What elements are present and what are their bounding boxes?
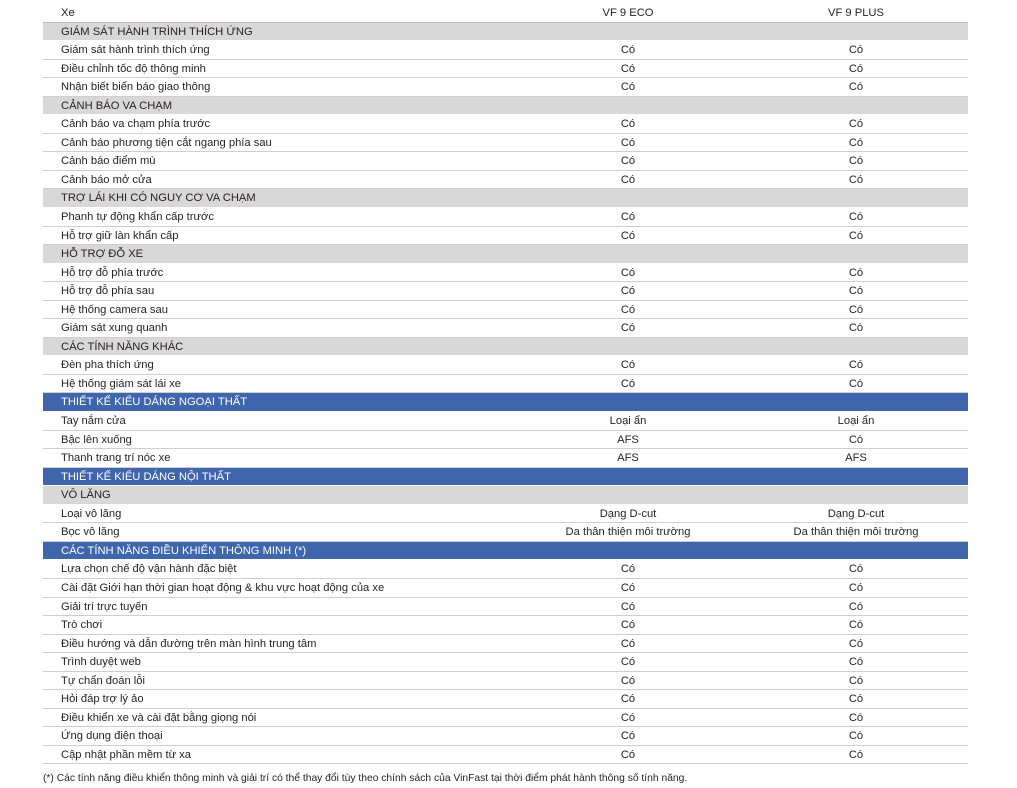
plus-value: Có xyxy=(848,155,864,168)
eco-value: Có xyxy=(620,229,636,242)
header-vf9-plus: VF 9 PLUS xyxy=(828,7,884,19)
table-body xyxy=(43,23,968,765)
table-row xyxy=(43,709,968,728)
eco-value: Dạng D-cut xyxy=(599,507,657,520)
plus-value: Có xyxy=(848,81,864,94)
eco-value: Có xyxy=(620,303,636,316)
eco-value: Có xyxy=(620,637,636,650)
eco-value: Có xyxy=(620,118,636,131)
feature-label: Thanh trang trí nóc xe xyxy=(61,452,171,465)
table-row xyxy=(43,727,968,746)
plus-value: Có xyxy=(848,322,864,335)
section-title: THIẾT KẾ KIỂU DÁNG NGOẠI THẤT xyxy=(61,396,248,409)
feature-label: Bậc lên xuống xyxy=(61,433,132,446)
feature-label: Cảnh báo điểm mù xyxy=(61,155,156,168)
eco-value: Có xyxy=(620,563,636,576)
table-row xyxy=(43,635,968,654)
feature-label: Ứng dụng điện thoại xyxy=(61,730,163,743)
eco-value: Có xyxy=(620,730,636,743)
eco-value: Loại ẩn xyxy=(609,415,647,428)
feature-label: Hệ thống giám sát lái xe xyxy=(61,377,182,390)
feature-label: Cài đặt Giới hạn thời gian hoạt động & khu vực hoạt động của xe xyxy=(61,581,385,594)
plus-value: Có xyxy=(848,285,864,298)
plus-value: Có xyxy=(848,563,864,576)
major-section-header xyxy=(43,393,968,412)
eco-value: Có xyxy=(620,581,636,594)
eco-value: Có xyxy=(620,377,636,390)
plus-value: Có xyxy=(848,44,864,57)
feature-label: Cảnh báo mở cửa xyxy=(61,173,152,186)
feature-label: Hệ thống camera sau xyxy=(61,303,168,316)
feature-label: Điều chỉnh tốc độ thông minh xyxy=(61,62,206,75)
eco-value: Có xyxy=(620,748,636,761)
table-row xyxy=(43,319,968,338)
feature-label: Nhận biết biển báo giao thông xyxy=(61,81,211,94)
feature-label: Giám sát xung quanh xyxy=(61,322,168,335)
table-row xyxy=(43,672,968,691)
feature-label: Hỏi đáp trợ lý ảo xyxy=(61,693,144,706)
eco-value: Da thân thiện môi trường xyxy=(565,526,691,539)
section-title: CÁC TÍNH NĂNG KHÁC xyxy=(61,340,184,353)
feature-label: Hỗ trợ giữ làn khẩn cấp xyxy=(61,229,179,242)
feature-label: Hỗ trợ đỗ phía trước xyxy=(61,266,164,279)
table-row xyxy=(43,264,968,283)
plus-value: Có xyxy=(848,211,864,224)
feature-label: Bọc vô lăng xyxy=(61,526,120,539)
major-section-header xyxy=(43,468,968,487)
table-row xyxy=(43,431,968,450)
eco-value: Có xyxy=(620,600,636,613)
plus-value: Có xyxy=(848,748,864,761)
plus-value: Có xyxy=(848,581,864,594)
eco-value: Có xyxy=(620,44,636,57)
table-row xyxy=(43,134,968,153)
eco-value: Có xyxy=(620,322,636,335)
table-row xyxy=(43,171,968,190)
feature-label: Giải trí trực tuyến xyxy=(61,600,148,613)
table-header xyxy=(43,4,968,23)
section-title: TRỢ LÁI KHI CÓ NGUY CƠ VA CHẠM xyxy=(61,192,256,205)
feature-label: Tay nắm cửa xyxy=(61,415,126,428)
eco-value: AFS xyxy=(617,433,639,446)
eco-value: Có xyxy=(620,285,636,298)
feature-label: Phanh tự động khẩn cấp trước xyxy=(61,211,214,224)
feature-label: Đèn pha thích ứng xyxy=(61,359,154,372)
subsection-header xyxy=(43,486,968,505)
section-title: THIẾT KẾ KIỂU DÁNG NỘI THẤT xyxy=(61,470,231,483)
table-row xyxy=(43,78,968,97)
section-title: VÔ LĂNG xyxy=(61,489,111,502)
feature-label: Giám sát hành trình thích ứng xyxy=(61,44,210,57)
plus-value: Có xyxy=(848,118,864,131)
feature-label: Điều hướng và dẫn đường trên màn hình trung tâm xyxy=(61,637,317,650)
section-title: CẢNH BÁO VA CHẠM xyxy=(61,99,173,112)
table-row xyxy=(43,412,968,431)
plus-value: Có xyxy=(848,136,864,149)
feature-label: Loại vô lăng xyxy=(61,507,122,520)
major-section-header xyxy=(43,542,968,561)
table-row xyxy=(43,282,968,301)
plus-value: Có xyxy=(848,619,864,632)
table-row xyxy=(43,523,968,542)
plus-value: Có xyxy=(848,62,864,75)
section-title: HỖ TRỢ ĐỖ XE xyxy=(61,248,144,261)
feature-label: Cập nhật phần mềm từ xa xyxy=(61,748,192,761)
plus-value: Có xyxy=(848,359,864,372)
table-row xyxy=(43,41,968,60)
table-row xyxy=(43,690,968,709)
plus-value: Da thân thiện môi trường xyxy=(793,526,919,539)
table-row xyxy=(43,579,968,598)
eco-value: Có xyxy=(620,136,636,149)
eco-value: Có xyxy=(620,359,636,372)
table-row xyxy=(43,449,968,468)
eco-value: Có xyxy=(620,155,636,168)
plus-value: Loại ẩn xyxy=(837,415,875,428)
plus-value: Có xyxy=(848,433,864,446)
plus-value: Có xyxy=(848,674,864,687)
plus-value: Có xyxy=(848,637,864,650)
table-row xyxy=(43,653,968,672)
subsection-header xyxy=(43,97,968,116)
section-title: CÁC TÍNH NĂNG ĐIỀU KHIỂN THÔNG MINH (*) xyxy=(61,544,307,557)
feature-label: Cảnh báo phương tiện cắt ngang phía sau xyxy=(61,136,272,149)
subsection-header xyxy=(43,23,968,42)
eco-value: Có xyxy=(620,173,636,186)
plus-value: Có xyxy=(848,266,864,279)
feature-label: Điều khiển xe và cài đặt bằng giọng nói xyxy=(61,711,257,724)
subsection-header xyxy=(43,338,968,357)
table-row xyxy=(43,505,968,524)
plus-value: Có xyxy=(848,656,864,669)
eco-value: Có xyxy=(620,711,636,724)
feature-label: Cảnh báo va chạm phía trước xyxy=(61,118,211,131)
feature-label: Lựa chọn chế độ vận hành đặc biệt xyxy=(61,563,237,576)
header-vehicle: Xe xyxy=(61,7,75,19)
eco-value: Có xyxy=(620,62,636,75)
plus-value: AFS xyxy=(845,452,867,465)
table-row xyxy=(43,301,968,320)
feature-label: Trình duyệt web xyxy=(61,656,141,669)
plus-value: Có xyxy=(848,303,864,316)
subsection-header xyxy=(43,189,968,208)
eco-value: Có xyxy=(620,674,636,687)
plus-value: Có xyxy=(848,229,864,242)
table-row xyxy=(43,115,968,134)
eco-value: Có xyxy=(620,266,636,279)
feature-label: Tự chẩn đoán lỗi xyxy=(61,674,145,687)
plus-value: Có xyxy=(848,711,864,724)
plus-value: Có xyxy=(848,600,864,613)
table-row xyxy=(43,375,968,394)
spec-table xyxy=(43,4,968,764)
table-row xyxy=(43,152,968,171)
eco-value: Có xyxy=(620,656,636,669)
table-row xyxy=(43,616,968,635)
plus-value: Dạng D-cut xyxy=(827,507,885,520)
table-row xyxy=(43,746,968,765)
table-row xyxy=(43,560,968,579)
table-row xyxy=(43,60,968,79)
header-vf9-eco: VF 9 ECO xyxy=(602,7,654,19)
feature-label: Trò chơi xyxy=(61,619,103,632)
footnote: (*) Các tính năng điều khiển thông minh và giải trí có thể thay đổi tùy theo chính sách của VinFast tại thời điểm phát hành thông số tính năng. xyxy=(43,773,688,784)
eco-value: Có xyxy=(620,81,636,94)
feature-label: Hỗ trợ đỗ phía sau xyxy=(61,285,155,298)
eco-value: Có xyxy=(620,211,636,224)
plus-value: Có xyxy=(848,730,864,743)
plus-value: Có xyxy=(848,377,864,390)
eco-value: Có xyxy=(620,619,636,632)
table-row xyxy=(43,598,968,617)
table-row xyxy=(43,356,968,375)
plus-value: Có xyxy=(848,693,864,706)
table-row xyxy=(43,208,968,227)
subsection-header xyxy=(43,245,968,264)
section-title: GIÁM SÁT HÀNH TRÌNH THÍCH ỨNG xyxy=(61,25,253,38)
table-row xyxy=(43,227,968,246)
plus-value: Có xyxy=(848,173,864,186)
eco-value: Có xyxy=(620,693,636,706)
eco-value: AFS xyxy=(617,452,639,465)
